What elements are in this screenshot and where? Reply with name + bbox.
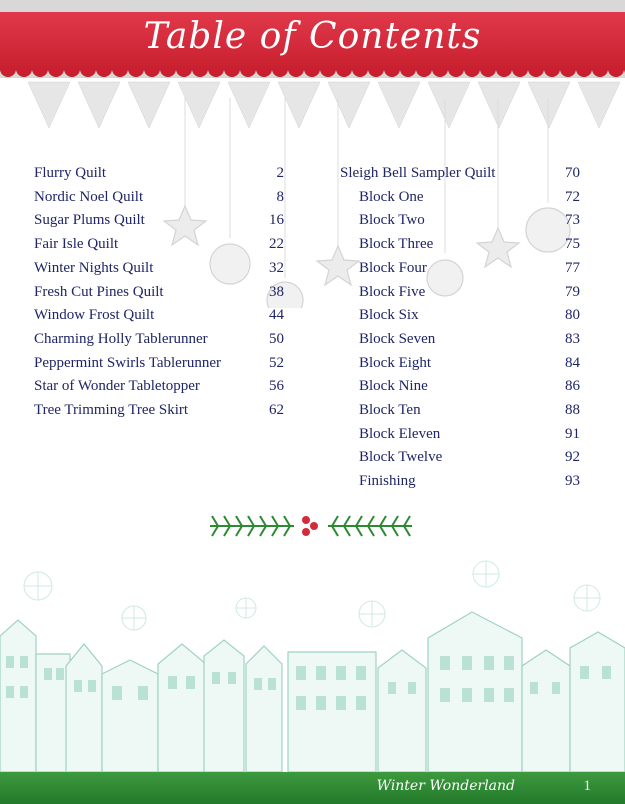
toc-entry[interactable] [34, 234, 284, 254]
toc-entry-title: Nordic Noel Quilt [34, 188, 144, 205]
toc-entry[interactable] [340, 329, 580, 349]
toc-entry-page: 93 [565, 473, 580, 490]
toc-entry[interactable] [34, 376, 284, 396]
toc-entry-page: 8 [276, 188, 284, 205]
toc-entry-page: 38 [269, 283, 284, 300]
toc-entry[interactable] [340, 282, 580, 302]
toc-entry-title: Flurry Quilt [34, 165, 107, 181]
toc-entry-page: 52 [269, 354, 284, 371]
toc-entry-page: 88 [565, 402, 580, 418]
toc-column-left [34, 163, 284, 423]
toc-entry-title: Block Eight [359, 354, 432, 371]
toc-entry-page: 84 [565, 354, 580, 371]
berries-icon [302, 516, 318, 536]
toc-entry[interactable] [340, 376, 580, 396]
toc-entry-title: Block Four [359, 259, 427, 276]
toc-entry[interactable] [34, 258, 284, 278]
toc-entry-title: Sugar Plums Quilt [34, 212, 145, 229]
toc-entry[interactable] [340, 400, 580, 420]
toc-entry-title: Block Five [359, 283, 426, 300]
holly-sprig-icon [208, 510, 414, 542]
town-buildings-icon [0, 556, 625, 772]
toc-entry-page: 62 [269, 402, 284, 418]
toc-entry-title: Charming Holly Tablerunner [34, 330, 208, 347]
footer-book-title: Winter Wonderland [376, 778, 515, 794]
toc-entry-page: 80 [565, 307, 580, 324]
toc-entry-page: 2 [276, 165, 284, 181]
toc-entry-title: Tree Trimming Tree Skirt [34, 402, 189, 418]
toc-entry[interactable] [34, 400, 284, 420]
toc-entry-title: Block Nine [359, 378, 428, 395]
toc-entry-page: 91 [565, 425, 580, 442]
toc-entry-title: Block Twelve [359, 449, 443, 466]
toc-entry-page: 83 [565, 330, 580, 347]
toc-entry-page: 56 [269, 378, 284, 395]
toc-entry[interactable] [34, 163, 284, 183]
toc-entry[interactable] [340, 447, 580, 467]
footer-bar [0, 772, 625, 804]
toc-entry-page: 72 [565, 188, 580, 205]
toc-entry[interactable] [340, 210, 580, 230]
toc-entry-title: Block Eleven [359, 425, 441, 442]
toc-entry-title: Window Frost Quilt [34, 307, 155, 324]
toc-entry-page: 50 [269, 330, 284, 347]
footer-page-number: 1 [583, 778, 591, 794]
toc-entry-title: Block One [359, 188, 424, 205]
toc-entry-title: Fair Isle Quilt [34, 236, 119, 253]
toc-entry-page: 44 [269, 307, 284, 324]
toc-entry[interactable] [340, 234, 580, 254]
toc-entry-title: Peppermint Swirls Tablerunner [34, 354, 221, 371]
toc-entry-page: 32 [269, 259, 284, 276]
toc-entry-title: Sleigh Bell Sampler Quilt [340, 165, 496, 181]
toc-entry-title: Fresh Cut Pines Quilt [34, 283, 164, 300]
toc-entry-page: 73 [565, 212, 580, 229]
toc-entry-title: Block Seven [359, 330, 436, 347]
toc-entry[interactable] [340, 187, 580, 207]
toc-entry[interactable] [340, 305, 580, 325]
toc-entry-page: 79 [565, 283, 580, 300]
toc-entry-title: Star of Wonder Tabletopper [34, 378, 200, 395]
toc-entry[interactable] [34, 353, 284, 373]
toc-entry-page: 86 [565, 378, 580, 395]
toc-entry[interactable] [340, 471, 580, 491]
toc-entry-title: Block Six [359, 307, 419, 324]
toc-entry-page: 75 [565, 236, 580, 253]
toc-entry-page: 70 [565, 165, 580, 181]
toc-entry[interactable] [34, 187, 284, 207]
toc-entry[interactable] [340, 163, 580, 183]
toc-entry[interactable] [34, 282, 284, 302]
toc-entry-title: Block Ten [359, 402, 421, 418]
toc-entry[interactable] [34, 210, 284, 230]
toc-entry[interactable] [340, 258, 580, 278]
toc-entry-page: 77 [565, 259, 580, 276]
page-title: Table of Contents [143, 16, 482, 57]
toc-entry-title: Winter Nights Quilt [34, 259, 154, 276]
toc-entry[interactable] [34, 329, 284, 349]
toc-entry-page: 16 [269, 212, 284, 229]
toc-entry-page: 92 [565, 449, 580, 466]
toc-entry[interactable] [340, 424, 580, 444]
toc-entry-page: 22 [269, 236, 284, 253]
toc-entry-title: Block Two [359, 212, 425, 229]
toc-entry-title: Finishing [359, 473, 416, 490]
toc-entry[interactable] [34, 305, 284, 325]
toc-entry[interactable] [340, 353, 580, 373]
toc-column-right [340, 163, 580, 493]
toc-entry-title: Block Three [359, 236, 434, 253]
